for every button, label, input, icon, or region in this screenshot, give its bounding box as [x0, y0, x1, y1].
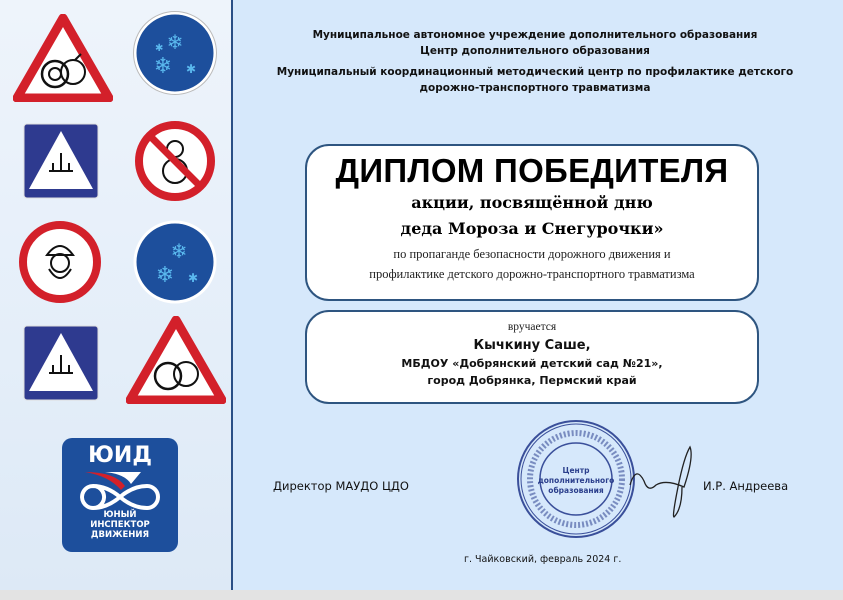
page-bottom-strip [0, 590, 843, 600]
diploma-title-box [305, 144, 759, 301]
snowflake-circle-sign-icon [133, 220, 217, 304]
signer-position: Директор МАУДО ЦДО [273, 479, 409, 493]
diploma-title: ДИПЛОМ ПОБЕДИТЕЛЯ [335, 152, 729, 189]
logo-text: ДВИЖЕНИЯ [90, 530, 150, 540]
svg-text:образования: образования [548, 486, 604, 495]
recipient-location: город Добрянка, Пермский край [427, 374, 637, 387]
awarded-label: вручается [507, 321, 557, 333]
warning-triangle-tangerine-icon [126, 316, 226, 404]
diploma-subtitle: деда Мороза и Снегурочки» [400, 219, 664, 238]
svg-text:✱: ✱ [185, 62, 197, 76]
yuid-logo [62, 438, 178, 552]
svg-text:❄: ❄ [166, 30, 184, 54]
svg-text:❄: ❄ [153, 54, 173, 79]
recipient-box [305, 310, 759, 404]
organization-header [240, 27, 830, 96]
svg-text:✱: ✱ [187, 271, 199, 285]
official-stamp [512, 415, 640, 543]
signer-name: И.Р. Андреева [703, 479, 789, 493]
header-line: Муниципальное автономное учреждение дополнительного образования [312, 29, 758, 41]
no-santa-sign-icon [17, 219, 103, 305]
logo-abbr: ЮИД [88, 443, 152, 468]
diploma-subtitle: акции, посвящённой дню [411, 193, 653, 212]
logo-text: ЮНЫЙ [103, 510, 137, 520]
no-snowman-sign-icon [133, 119, 217, 203]
svg-text:❄: ❄ [155, 263, 175, 288]
svg-text:✱: ✱ [155, 43, 164, 54]
logo-text: ИНСПЕКТОР [90, 520, 150, 530]
place-and-date: г. Чайковский, февраль 2024 г. [464, 554, 622, 565]
diploma-description: по пропаганде безопасности дорожного движения и [393, 247, 671, 261]
diploma-description: профилактике детского дорожно-транспортного травматизма [369, 267, 695, 281]
svg-text:❄: ❄ [170, 239, 188, 263]
bicycle-infinity-icon [75, 468, 165, 510]
recipient-name: Кычкину Саше, [473, 338, 591, 353]
svg-text:дополнительного: дополнительного [537, 476, 615, 485]
crossing-square-sign-icon [23, 325, 99, 401]
recipient-organization: МБДОУ «Добрянский детский сад №21», [401, 357, 663, 370]
svg-text:Центр: Центр [562, 466, 590, 475]
handwritten-signature [628, 445, 698, 520]
header-line: Муниципальный координационный методический центр по профилактике детского [276, 66, 794, 78]
crossing-square-sign-icon [23, 123, 99, 199]
snowflake-circle-sign-icon [133, 11, 217, 95]
header-line: дорожно-транспортного травматизма [419, 82, 651, 94]
header-line: Центр дополнительного образования [420, 45, 650, 57]
warning-triangle-tangerine-icon [13, 14, 113, 102]
